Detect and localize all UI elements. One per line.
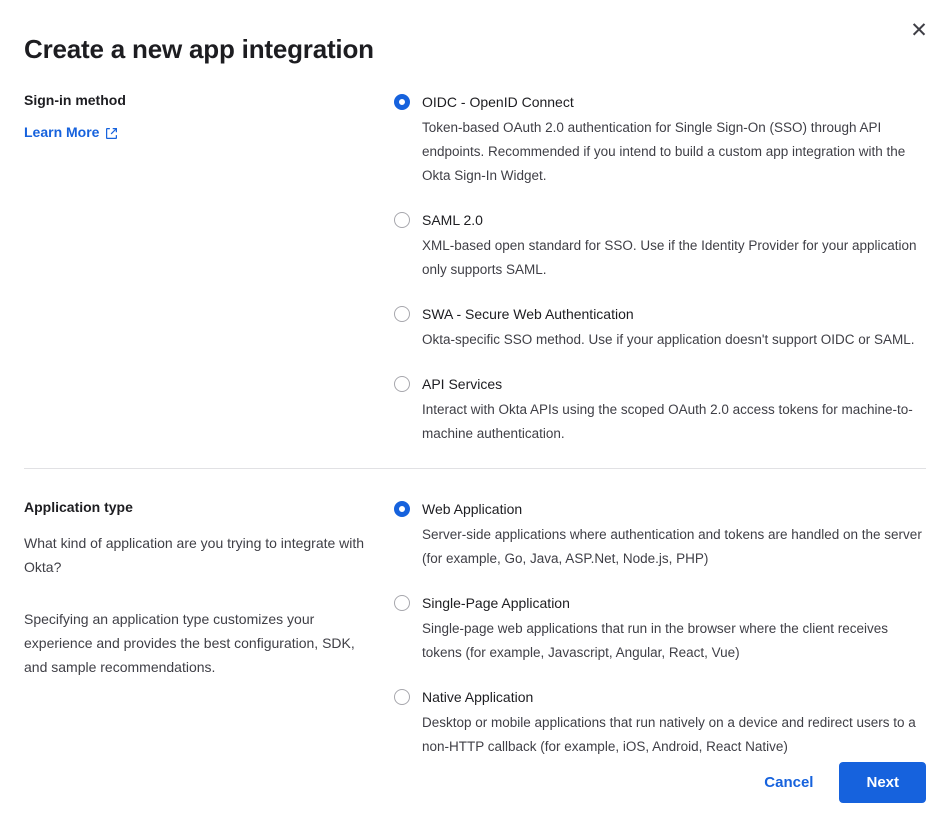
application-type-helper-1: What kind of application are you trying to integrate with Okta? [24,535,365,575]
signin-option-swa-title: SWA - Secure Web Authentication [422,306,634,322]
radio-icon[interactable] [394,212,410,228]
application-type-options [394,497,926,759]
signin-option-swa[interactable] [394,304,926,352]
apptype-option-web-body [422,499,926,571]
apptype-option-spa-desc: Single-page web applications that run in the browser where the client receives tokens (for example, Javascript, Angular, React, Vue) [422,621,889,660]
radio-icon[interactable] [394,376,410,392]
signin-option-saml[interactable] [394,210,926,282]
signin-option-api-services-body [422,374,926,446]
radio-icon[interactable] [394,501,410,517]
apptype-option-native-body [422,687,926,759]
section-divider [24,468,926,469]
signin-option-api-services-title: API Services [422,376,503,392]
apptype-option-spa-title: Single-Page Application [422,595,570,611]
sign-in-method-label: Sign-in method [24,92,126,108]
apptype-option-spa-body [422,593,926,665]
signin-option-oidc[interactable] [394,92,926,188]
modal-footer [24,762,926,803]
radio-icon[interactable] [394,689,410,705]
application-type-label: Application type [24,499,133,515]
signin-option-saml-title: SAML 2.0 [422,212,483,228]
signin-option-swa-desc: Okta-specific SSO method. Use if your application doesn't support OIDC or SAML. [422,332,915,347]
signin-option-api-services[interactable] [394,374,926,446]
apptype-option-web-title: Web Application [422,501,523,517]
cancel-button[interactable]: Cancel [758,764,819,801]
signin-option-swa-body [422,304,926,352]
apptype-option-web-desc: Server-side applications where authentication and tokens are handled on the server (for example, Go, Java, ASP.Net, Node.js, PHP) [422,527,922,566]
page-title: Create a new app integration [24,34,374,64]
next-button[interactable]: Next [839,762,926,803]
signin-option-saml-body [422,210,926,282]
learn-more-link[interactable] [24,124,118,140]
apptype-option-native[interactable] [394,687,926,759]
radio-icon[interactable] [394,595,410,611]
sign-in-method-options [394,90,926,446]
signin-option-oidc-desc: Token-based OAuth 2.0 authentication for Single Sign-On (SSO) through API endpoints. Recommended if you intend to build a custom app integration with the Okta Sign-In Widget. [422,120,906,183]
signin-option-api-services-desc: Interact with Okta APIs using the scoped OAuth 2.0 access tokens for machine-to-machine authentication. [422,402,913,441]
sign-in-method-section [24,90,926,446]
learn-more-label: Learn More [24,124,100,140]
apptype-option-native-title: Native Application [422,689,534,705]
radio-icon[interactable] [394,306,410,322]
external-link-icon [105,127,118,140]
signin-option-oidc-body [422,92,926,188]
application-type-helper-2: Specifying an application type customizes your experience and provides the best configuration, SDK, and sample recommendations. [24,611,355,675]
apptype-option-web[interactable] [394,499,926,571]
sign-in-method-left-column [24,90,394,142]
apptype-option-spa[interactable] [394,593,926,665]
signin-option-oidc-title: OIDC - OpenID Connect [422,94,574,110]
close-icon[interactable]: ✕ [906,18,932,44]
radio-icon[interactable] [394,94,410,110]
application-type-left-column [24,497,394,679]
apptype-option-native-desc: Desktop or mobile applications that run natively on a device and redirect users to a non-HTTP callback (for example, iOS, Android, React Native) [422,715,916,754]
application-type-section [24,497,926,759]
signin-option-saml-desc: XML-based open standard for SSO. Use if the Identity Provider for your application only supports SAML. [422,238,917,277]
